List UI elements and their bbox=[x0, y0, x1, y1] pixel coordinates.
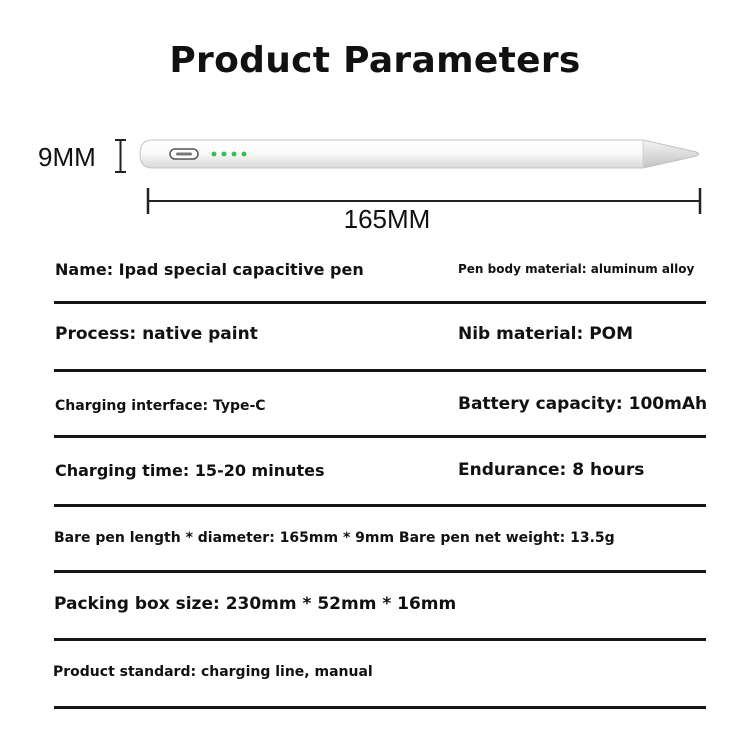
separator-line bbox=[54, 301, 706, 304]
param-name: Name: Ipad special capacitive pen bbox=[55, 260, 364, 279]
separator-line bbox=[54, 504, 706, 507]
separator-line bbox=[54, 369, 706, 372]
separator-line bbox=[54, 435, 706, 438]
param-bare-pen: Bare pen length * diameter: 165mm * 9mm Bare pen net weight: 13.5g bbox=[54, 530, 615, 546]
separator-line bbox=[54, 706, 706, 709]
length-label: 165MM bbox=[343, 204, 431, 234]
param-process: Process: native paint bbox=[55, 324, 258, 344]
indicator-led bbox=[242, 152, 247, 157]
indicator-led bbox=[212, 152, 217, 157]
diameter-bracket bbox=[112, 138, 128, 174]
separator-line bbox=[54, 570, 706, 573]
param-battery-capacity: Battery capacity: 100mAh bbox=[458, 394, 708, 414]
param-nib-material: Nib material: POM bbox=[458, 324, 634, 344]
param-charging-time: Charging time: 15-20 minutes bbox=[55, 461, 325, 480]
param-endurance: Endurance: 8 hours bbox=[458, 460, 645, 480]
param-charging-interface: Charging interface: Type-C bbox=[55, 398, 266, 414]
separator-line bbox=[54, 638, 706, 641]
param-body-material: Pen body material: aluminum alloy bbox=[458, 262, 695, 276]
indicator-led bbox=[232, 152, 237, 157]
param-packing-box: Packing box size: 230mm * 52mm * 16mm bbox=[54, 594, 457, 614]
diameter-label: 9MM bbox=[38, 142, 96, 172]
indicator-led bbox=[222, 152, 227, 157]
stylus-pen-illustration bbox=[138, 134, 702, 180]
param-product-standard: Product standard: charging line, manual bbox=[53, 664, 373, 680]
page-title: Product Parameters bbox=[169, 40, 581, 81]
